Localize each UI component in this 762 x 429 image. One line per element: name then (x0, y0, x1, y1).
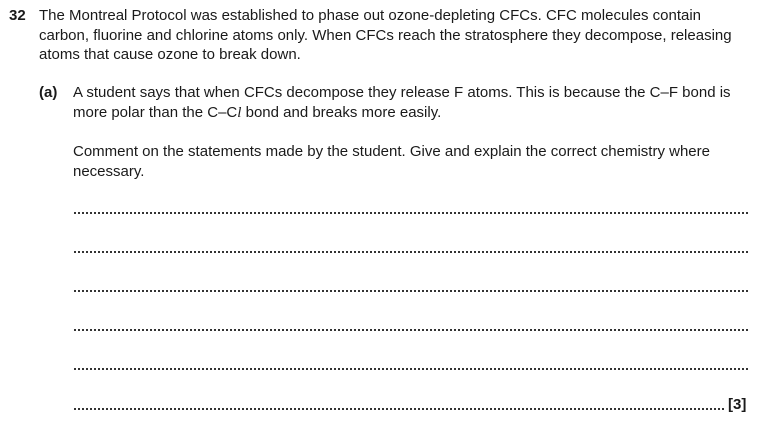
answer-line-5[interactable] (74, 368, 748, 370)
part-a-body (73, 83, 753, 181)
statement-text-before: A student says that when CFCs decompose they release F atoms. This is because the C–F bond is more polar than the C–C (73, 84, 731, 121)
statement-text-after: bond and breaks more easily. (241, 103, 442, 121)
answer-line-6[interactable] (74, 408, 724, 410)
answer-line-3[interactable] (74, 290, 748, 292)
answer-line-4[interactable] (74, 329, 748, 331)
part-a-instruction: Comment on the statements made by the student. Give and explain the correct chemistry where necessary. (73, 143, 710, 180)
part-a-statement (73, 83, 753, 123)
part-a-label: (a) (39, 84, 58, 101)
question-intro (39, 6, 754, 65)
answer-line-1[interactable] (74, 212, 748, 214)
question-intro-text: The Montreal Protocol was established to phase out ozone-depleting CFCs. CFC molecules contain carbon, fluorine and chlorine atoms only. When CFCs reach the stratosphere they decompose, releasing atoms that cause ozone to break down. (39, 7, 732, 63)
marks-label: [3] (728, 396, 747, 413)
chlorine-italic-l: l (237, 104, 242, 121)
question-number: 32 (9, 7, 26, 24)
answer-line-2[interactable] (74, 251, 748, 253)
